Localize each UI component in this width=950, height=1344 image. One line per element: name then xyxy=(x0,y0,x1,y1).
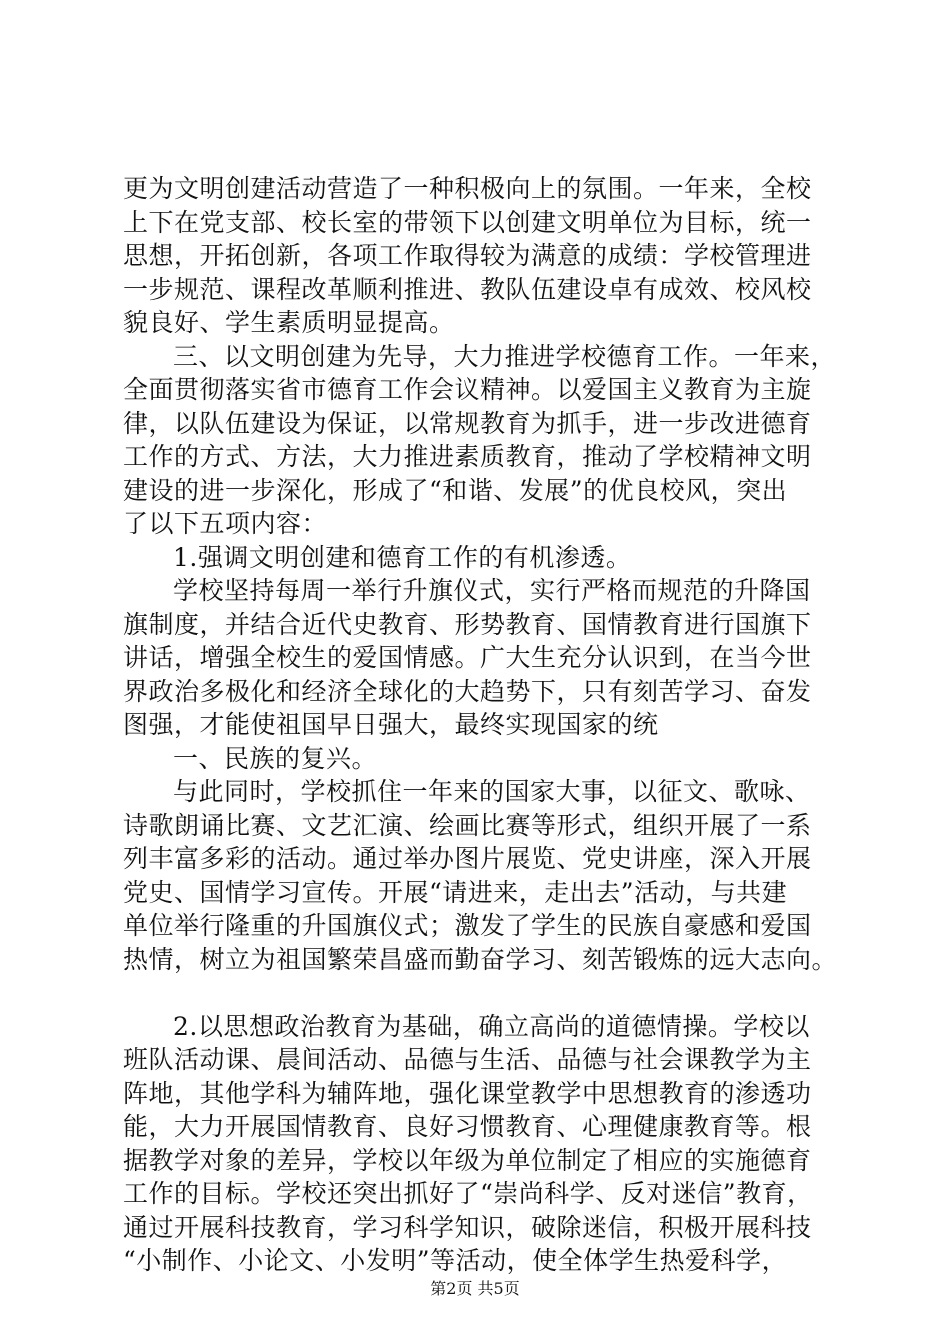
text-line: 讲话，增强全校生的爱国情感。广大生充分认识到，在当今世 xyxy=(123,643,812,672)
text-line: “小制作、小论文、小发明”等活动，使全体学生热爱科学， xyxy=(123,1246,788,1275)
text-line: 据教学对象的差异，学校以年级为单位制定了相应的实施德育 xyxy=(123,1145,812,1175)
paragraph-gap xyxy=(123,976,843,1010)
text-line: 一步规范、课程改革顺利推进、教队伍建设卓有成效、校风校 xyxy=(123,274,812,304)
text-line: 列丰富多彩的活动。通过举办图片展览、党史讲座，深入开展 xyxy=(123,844,812,873)
text-line: 党史、国情学习宣传。开展“请进来，走出去”活动，与共建 xyxy=(123,877,788,907)
text-line: 三、以文明创建为先导，大力推进学校德育工作。一年来， xyxy=(173,341,837,371)
text-line: 诗歌朗诵比赛、文艺汇演、绘画比赛等形式，组织开展了一系 xyxy=(123,810,812,840)
text-line: 貌良好、学生素质明显提高。 xyxy=(123,308,455,337)
text-line: 工作的目标。学校还突出抓好了“崇尚科学、反对迷信”教育， xyxy=(123,1179,813,1208)
text-line: 热情，树立为祖国繁荣昌盛而勤奋学习、刻苦锻炼的远大志向。 xyxy=(123,944,838,974)
document-body xyxy=(123,172,843,1278)
text-line: 旗制度，并结合近代史教育、形势教育、国情教育进行国旗下 xyxy=(123,609,812,639)
text-line: 工作的方式、方法，大力推进素质教育，推动了学校精神文明 xyxy=(123,442,812,471)
page-number-footer: 第2页 共5页 xyxy=(430,1279,520,1298)
text-line: 能，大力开展国情教育、良好习惯教育、心理健康教育等。根 xyxy=(123,1112,812,1141)
text-line: 班队活动课、晨间活动、品德与生活、品德与社会课教学为主 xyxy=(123,1045,812,1074)
text-line: 更为文明创建活动营造了一种积极向上的氛围。一年来，全校 xyxy=(123,174,812,203)
text-line: 单位举行隆重的升国旗仪式；激发了学生的民族自豪感和爱国 xyxy=(123,911,812,940)
text-line: 全面贯彻落实省市德育工作会议精神。以爱国主义教育为主旋 xyxy=(123,375,812,404)
text-line: 与此同时，学校抓住一年来的国家大事，以征文、歌咏、 xyxy=(173,777,811,806)
text-line: 界政治多极化和经济全球化的大趋势下，只有刻苦学习、奋发 xyxy=(123,676,812,706)
section-heading: 2.以思想政治教育为基础，确立高尚的道德情操。学校以 xyxy=(173,1011,810,1041)
section-heading: 1.强调文明创建和德育工作的有机渗透。 xyxy=(173,542,632,572)
text-line: 学校坚持每周一举行升旗仪式，实行严格而规范的升降国 xyxy=(173,576,811,605)
text-line: 律，以队伍建设为保证，以常规教育为抓手，进一步改进德育 xyxy=(123,408,812,438)
text-line: 上下在党支部、校长室的带领下以创建文明单位为目标，统一 xyxy=(123,207,812,237)
text-line: 图强，才能使祖国早日强大，最终实现国家的统 xyxy=(123,710,659,739)
text-line: 思想，开拓创新，各项工作取得较为满意的成绩：学校管理进 xyxy=(123,241,812,270)
text-line: 阵地，其他学科为辅阵地，强化课堂教学中思想教育的渗透功 xyxy=(123,1078,812,1108)
text-line: 通过开展科技教育，学习科学知识，破除迷信，积极开展科技 xyxy=(123,1212,812,1242)
text-line: 建设的进一步深化，形成了“和谐、发展”的优良校风，突出 xyxy=(123,475,788,505)
text-line: 一、民族的复兴。 xyxy=(173,743,378,773)
text-line: 了以下五项内容： xyxy=(123,509,328,538)
